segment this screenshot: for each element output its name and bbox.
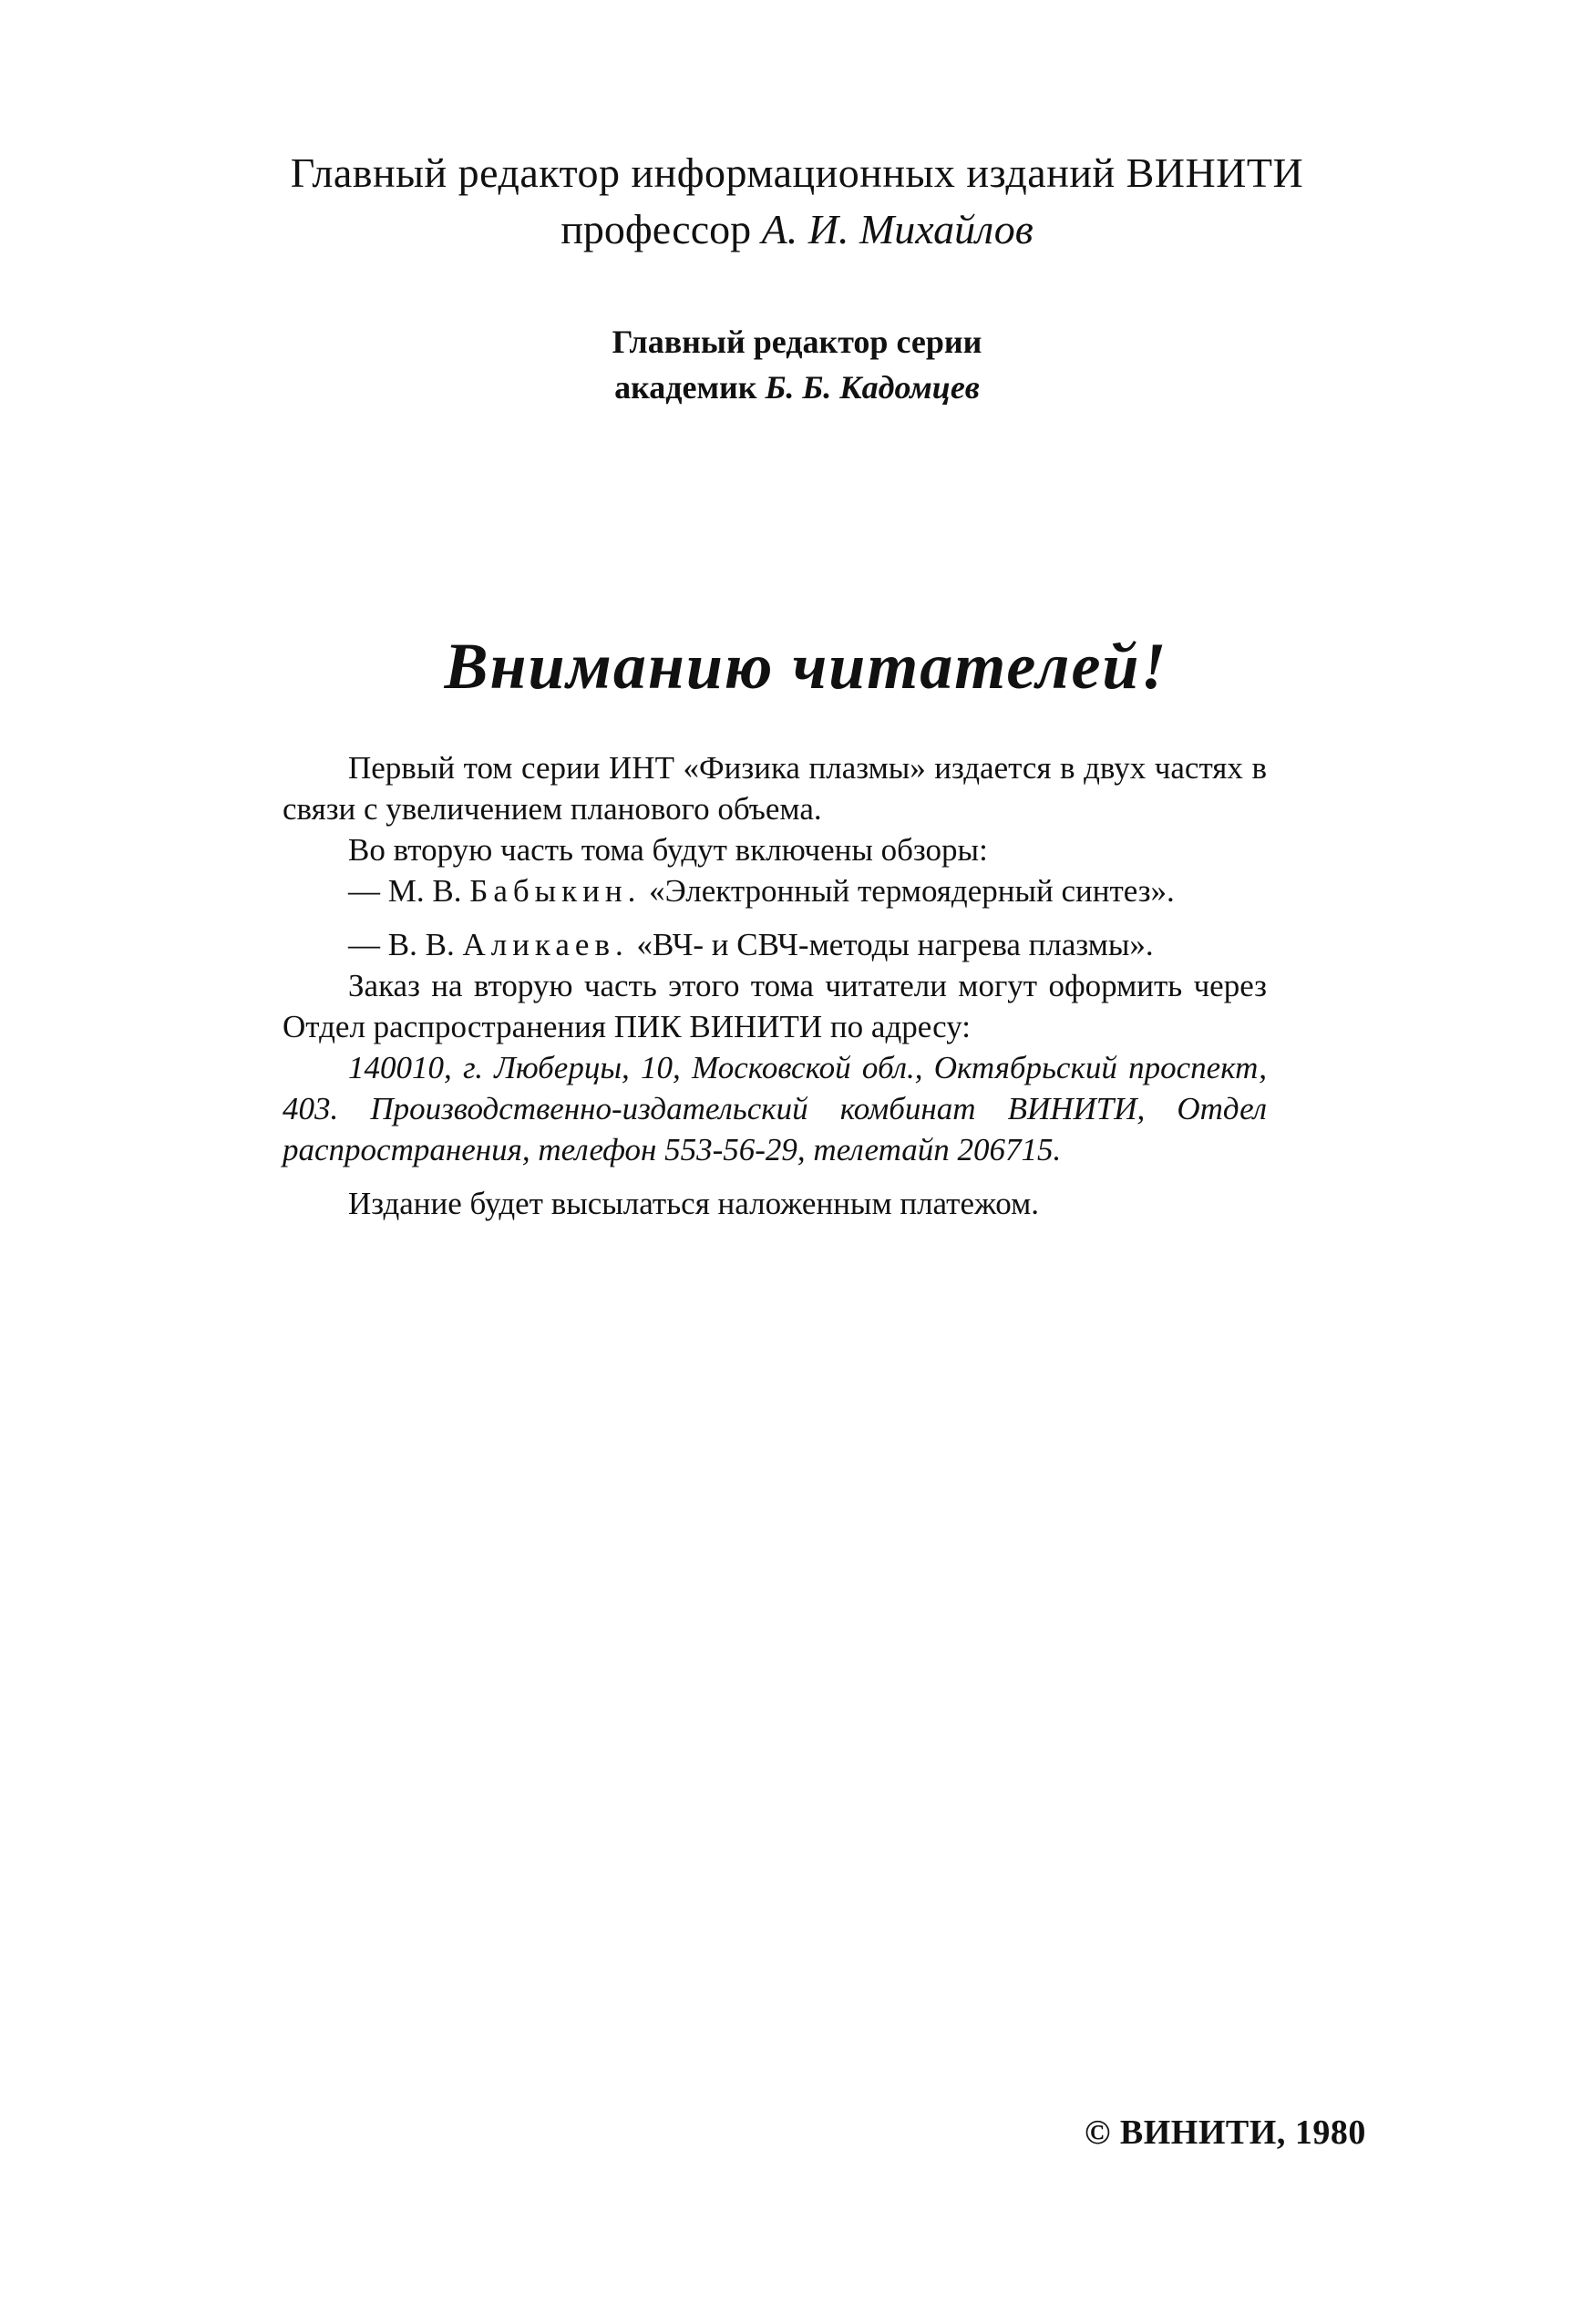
notice-body (283, 747, 1267, 1224)
review-1-author: Бабыкин. (469, 873, 642, 909)
editor-in-chief-block (0, 146, 1594, 259)
paragraph-review-2 (283, 924, 1267, 965)
copyright-icon: © (1085, 2113, 1111, 2152)
series-editor-block (0, 319, 1594, 410)
review-1-title: «Электронный термоядерный синтез». (649, 873, 1175, 909)
editor-in-chief-name: А. И. Михайлов (761, 206, 1034, 252)
notice-heading: Вниманию читателей! (444, 630, 1168, 703)
paragraph-order-info: Заказ на вторую часть этого тома читатели могут оформить через Отдел распространения ПИК ВИНИТИ по адресу: (283, 968, 1267, 1044)
copyright-notice (1085, 2113, 1366, 2153)
series-editor-rank: академик (614, 369, 757, 406)
review-1-initials: — М. В. (348, 873, 462, 909)
review-2-initials: — В. В. (348, 927, 455, 962)
paragraph-contents: Во вторую часть тома будут включены обзоры: (348, 832, 988, 868)
paragraph-intro: Первый том серии ИНТ «Физика плазмы» издается в двух частях в связи с увеличением планового объема. (283, 750, 1267, 827)
copyright-text: ВИНИТИ, 1980 (1119, 2113, 1366, 2152)
series-editor-name-line (0, 365, 1594, 410)
editor-in-chief-rank: профессор (560, 206, 752, 252)
review-2-title: «ВЧ- и СВЧ-методы нагрева плазмы». (636, 927, 1154, 962)
series-editor-title: Главный редактор серии (612, 324, 982, 360)
paragraph-delivery: Издание будет высылаться наложенным платежом. (348, 1186, 1040, 1221)
paragraph-address: 140010, г. Люберцы, 10, Московской обл., Октябрьский проспект, 403. Производственно-издательский комбинат ВИНИТИ, Отдел распространения, телефон 553-56-29, телетайп 206715. (283, 1050, 1267, 1167)
editor-in-chief-name-line (0, 201, 1594, 259)
paragraph-review-1 (283, 870, 1267, 911)
series-editor-name: Б. Б. Кадомцев (765, 369, 980, 406)
review-2-author: Аликаев. (462, 927, 629, 962)
editor-in-chief-title: Главный редактор информационных изданий ВИНИТИ (290, 149, 1304, 196)
